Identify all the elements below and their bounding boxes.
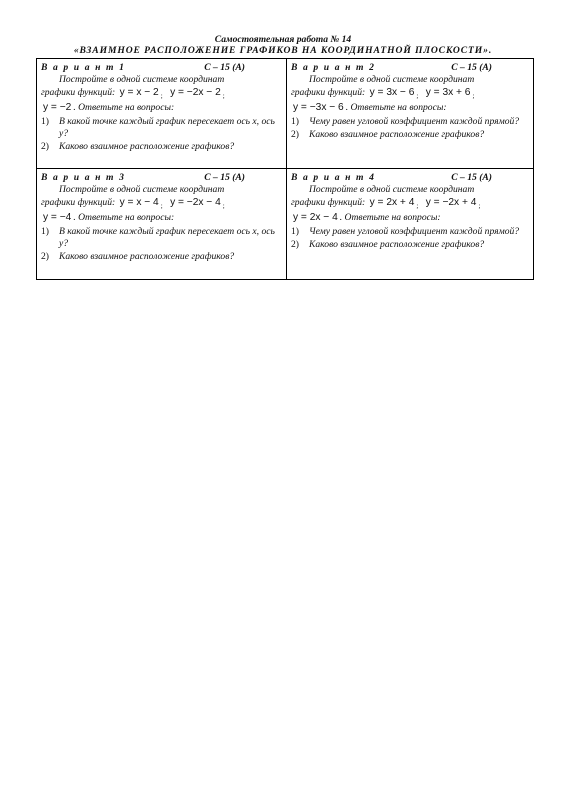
question-1: 1) Чему равен угловой коэффициент каждой прямой?: [291, 115, 520, 127]
question-2: 2) Каково взаимное расположение графиков?: [291, 238, 485, 250]
function-1: y = 2x + 4: [369, 196, 415, 208]
work-title: Самостоятельная работа № 14: [214, 34, 352, 45]
task-suffix: Ответьте на вопросы:: [78, 102, 175, 114]
work-subtitle: «ВЗАИМНОЕ РАСПОЛОЖЕНИЕ ГРАФИКОВ НА КООРДИНАТНОЙ ПЛОСКОСТИ».: [73, 45, 493, 56]
task-prefix: графики функций:: [41, 86, 116, 98]
variant-name: В а р и а н т 3: [41, 172, 126, 183]
function-2: y = −2x − 4: [170, 196, 221, 208]
task-functions-line-2: y = −4 . Ответьте на вопросы:: [43, 212, 175, 224]
task-suffix: Ответьте на вопросы:: [344, 212, 441, 224]
question-1: 1) В какой точке каждый график пересекает ось x, ось y?: [41, 225, 275, 249]
variant-name: В а р и а н т 1: [41, 62, 126, 73]
function-2: y = 3x + 6: [425, 86, 471, 98]
variant-code: С – 15 (А): [204, 172, 245, 183]
variant-header: [41, 172, 281, 184]
question-2: 2) Каково взаимное расположение графиков?: [291, 128, 485, 140]
task-functions-line-2: y = 2x − 4 . Ответьте на вопросы:: [293, 212, 441, 224]
variant-4-cell: [287, 169, 533, 279]
task-prefix: графики функций:: [41, 196, 116, 208]
function-3: y = −4: [43, 212, 72, 224]
variant-1-cell: [37, 59, 287, 169]
variant-code: С – 15 (А): [451, 62, 492, 73]
function-3: y = −2: [43, 102, 72, 114]
function-1: y = 3x − 6: [369, 86, 415, 98]
task-functions-line-2: y = −3x − 6 . Ответьте на вопросы:: [293, 102, 447, 114]
function-2: y = −2x + 4: [425, 196, 477, 208]
task-functions-line: графики функций: y = 3x − 6 $_;$ y = 3x + 6 $_;$: [291, 86, 475, 100]
question-1: 1) В какой точке каждый график пересекает ось x, ось y?: [41, 115, 275, 139]
variant-3-cell: [37, 169, 287, 279]
task-intro: Постройте в одной системе координат: [59, 74, 225, 86]
function-3: y = 2x − 4: [293, 212, 338, 224]
task-intro: Постройте в одной системе координат: [59, 184, 225, 196]
task-intro: Постройте в одной системе координат: [309, 74, 475, 86]
task-intro: Постройте в одной системе координат: [309, 184, 475, 196]
variant-2-cell: [287, 59, 533, 169]
function-2: y = −2x − 2: [170, 86, 221, 98]
variant-header: [291, 172, 528, 184]
variant-name: В а р и а н т 2: [291, 62, 376, 73]
variant-code: С – 15 (А): [204, 62, 245, 73]
function-1: y = x − 4: [119, 196, 159, 208]
task-prefix: графики функций:: [291, 196, 366, 208]
task-suffix: Ответьте на вопросы:: [78, 212, 175, 224]
variant-code: С – 15 (А): [451, 172, 492, 183]
function-3: y = −3x − 6: [293, 102, 344, 114]
variant-header: [291, 62, 528, 74]
task-functions-line: графики функций: y = 2x + 4 $_;$ y = −2x + 4 $_;$: [291, 196, 481, 210]
question-2: 2) Каково взаимное расположение графиков?: [41, 251, 235, 263]
variants-table: [36, 58, 534, 280]
variant-header: [41, 62, 281, 74]
question-1: 1) Чему равен угловой коэффициент каждой прямой?: [291, 225, 520, 237]
page-header: [30, 34, 536, 56]
variant-name: В а р и а н т 4: [291, 172, 376, 183]
task-functions-line: графики функций: y = x − 2 $_;$ y = −2x − 2 $_;$: [41, 86, 225, 100]
task-prefix: графики функций:: [291, 86, 366, 98]
question-2: 2) Каково взаимное расположение графиков?: [41, 141, 235, 153]
task-functions-line-2: y = −2 . Ответьте на вопросы:: [43, 102, 175, 114]
task-suffix: Ответьте на вопросы:: [350, 102, 447, 114]
function-1: y = x − 2: [119, 86, 159, 98]
task-functions-line: графики функций: y = x − 4 $_;$ y = −2x − 4 $_;$: [41, 196, 225, 210]
